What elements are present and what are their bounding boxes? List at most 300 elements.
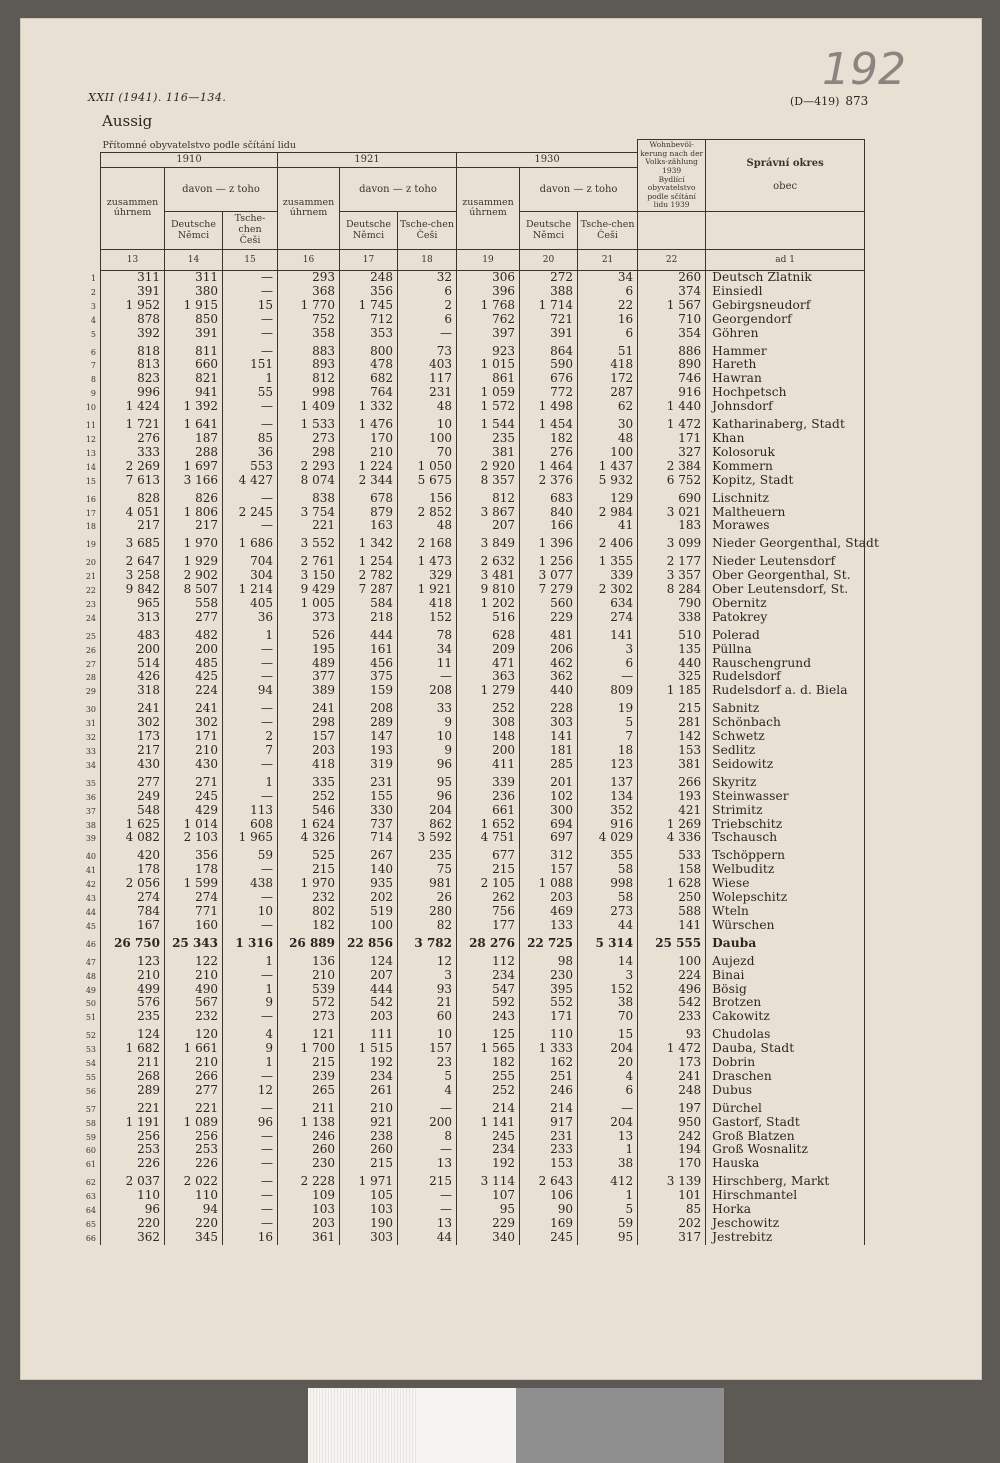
- cell-value: 3 114: [457, 1175, 520, 1189]
- cell-value: 661: [457, 804, 520, 818]
- row-number: 16: [85, 494, 96, 504]
- cell-value: 1 202: [457, 597, 520, 611]
- tschechen-1910: [223, 212, 278, 250]
- cell-value: 21: [398, 996, 457, 1010]
- table-row: [101, 345, 865, 359]
- cell-value: 195: [278, 643, 340, 657]
- cell-value: 277: [165, 1084, 223, 1098]
- cell-value: 194: [638, 1143, 706, 1157]
- table-row: [101, 1102, 865, 1116]
- cell-value: —: [223, 891, 278, 905]
- cell-value: 58: [578, 891, 638, 905]
- cell-value: 482: [165, 629, 223, 643]
- cell-value: 965: [101, 597, 165, 611]
- cell-value: 266: [165, 1070, 223, 1084]
- cell-value: 210: [278, 969, 340, 983]
- cell-value: 234: [457, 969, 520, 983]
- cell-value: 274: [165, 891, 223, 905]
- table-row: [101, 818, 865, 832]
- row-number: 48: [85, 971, 96, 981]
- cell-value: 140: [340, 863, 398, 877]
- cell-value: 756: [457, 905, 520, 919]
- tschechen-label: Tsche-chen: [234, 213, 266, 236]
- cell-value: 339: [457, 776, 520, 790]
- row-number: 1: [90, 273, 96, 283]
- cell-value: 311: [165, 271, 223, 285]
- cell-value: 217: [165, 519, 223, 533]
- cell-value: 238: [340, 1130, 398, 1144]
- cell-value: 162: [520, 1056, 578, 1070]
- cell-value: 771: [165, 905, 223, 919]
- column-number: 21: [578, 250, 638, 271]
- cell-value: 249: [101, 790, 165, 804]
- cell-value: 1 476: [340, 418, 398, 432]
- deutsche-1921: [340, 212, 398, 250]
- cell-value: 218: [340, 611, 398, 625]
- cell-value: 1 342: [340, 537, 398, 551]
- cell-value: 221: [165, 1102, 223, 1116]
- table-row: [101, 1028, 865, 1042]
- cell-value: 1 214: [223, 583, 278, 597]
- cell-value: 233: [520, 1143, 578, 1157]
- cell-value: 285: [520, 758, 578, 772]
- cell-value: 1 088: [520, 877, 578, 891]
- cell-value: 200: [398, 1116, 457, 1130]
- table-row: [101, 776, 865, 790]
- cell-value: 20: [578, 1056, 638, 1070]
- cell-value: —: [398, 670, 457, 684]
- row-number: 29: [85, 687, 96, 697]
- cell-value: 2 037: [101, 1175, 165, 1189]
- cell-value: 235: [101, 1010, 165, 1024]
- cell-value: 356: [165, 849, 223, 863]
- district-title: Aussig: [102, 112, 153, 130]
- cell-value: 274: [101, 891, 165, 905]
- davon-1930: davon — z toho: [520, 167, 638, 211]
- municipality-name: Groß Blatzen: [706, 1130, 865, 1144]
- municipality-name: Wteln: [706, 905, 865, 919]
- davon-1910: davon — z toho: [165, 167, 278, 211]
- cell-value: 7: [578, 730, 638, 744]
- cell-value: 182: [457, 1056, 520, 1070]
- cell-value: 694: [520, 818, 578, 832]
- cell-value: 153: [638, 744, 706, 758]
- cell-value: —: [223, 1189, 278, 1203]
- municipality-name: Polerad: [706, 629, 865, 643]
- cell-value: 129: [578, 492, 638, 506]
- cell-value: 1 970: [278, 877, 340, 891]
- row-number: 24: [85, 613, 96, 623]
- obec-label: obec: [773, 181, 798, 193]
- cell-value: 355: [578, 849, 638, 863]
- cell-value: 15: [223, 299, 278, 313]
- cell-value: 220: [101, 1217, 165, 1231]
- cell-value: 1 682: [101, 1042, 165, 1056]
- cell-value: 547: [457, 983, 520, 997]
- cell-value: 373: [278, 611, 340, 625]
- cell-value: 141: [520, 730, 578, 744]
- cell-value: 271: [165, 776, 223, 790]
- cell-value: 1 254: [340, 555, 398, 569]
- cell-value: 813: [101, 358, 165, 372]
- cell-value: 187: [165, 432, 223, 446]
- table-row: [101, 1203, 865, 1217]
- cell-value: 182: [278, 919, 340, 933]
- table-row: [101, 670, 865, 684]
- cell-value: 6: [398, 285, 457, 299]
- cell-value: 1 316: [223, 937, 278, 951]
- cell-value: 553: [223, 460, 278, 474]
- municipality-name: Kolosoruk: [706, 446, 865, 460]
- cell-value: —: [223, 702, 278, 716]
- cell-value: 418: [398, 597, 457, 611]
- table-row: [101, 597, 865, 611]
- cell-value: 471: [457, 657, 520, 671]
- cell-value: 2 022: [165, 1175, 223, 1189]
- cell-value: 746: [638, 372, 706, 386]
- cell-value: 246: [520, 1084, 578, 1098]
- cell-value: —: [398, 1203, 457, 1217]
- cell-value: 22: [578, 299, 638, 313]
- municipality-name: Dubus: [706, 1084, 865, 1098]
- cell-value: 44: [398, 1231, 457, 1245]
- cell-value: 1 138: [278, 1116, 340, 1130]
- cell-value: 878: [101, 313, 165, 327]
- table-row: [101, 611, 865, 625]
- cell-value: 546: [278, 804, 340, 818]
- cell-value: 2 105: [457, 877, 520, 891]
- cell-value: 141: [578, 629, 638, 643]
- cell-value: 8: [398, 1130, 457, 1144]
- cell-value: 121: [278, 1028, 340, 1042]
- cell-value: 90: [520, 1203, 578, 1217]
- table-row: [101, 1042, 865, 1056]
- cell-value: 208: [398, 684, 457, 698]
- table-row: [101, 432, 865, 446]
- cell-value: 542: [340, 996, 398, 1010]
- cell-value: 256: [101, 1130, 165, 1144]
- cell-value: 201: [520, 776, 578, 790]
- cell-value: 12: [223, 1084, 278, 1098]
- cell-value: 1 515: [340, 1042, 398, 1056]
- cell-value: 397: [457, 327, 520, 341]
- municipality-name: Dobrin: [706, 1056, 865, 1070]
- cell-value: 232: [165, 1010, 223, 1024]
- cell-value: 539: [278, 983, 340, 997]
- cell-value: 514: [101, 657, 165, 671]
- municipality-name: Sedlitz: [706, 744, 865, 758]
- cell-value: 1 454: [520, 418, 578, 432]
- cell-value: 935: [340, 877, 398, 891]
- cell-value: 169: [520, 1217, 578, 1231]
- cell-value: 391: [165, 327, 223, 341]
- cell-value: 311: [101, 271, 165, 285]
- cell-value: 2 902: [165, 569, 223, 583]
- cell-value: 289: [101, 1084, 165, 1098]
- cell-value: 207: [457, 519, 520, 533]
- cell-value: 103: [340, 1203, 398, 1217]
- cell-value: 1 141: [457, 1116, 520, 1130]
- cell-value: 26 750: [101, 937, 165, 951]
- cell-value: 576: [101, 996, 165, 1010]
- cell-value: 2 177: [638, 555, 706, 569]
- cell-value: 1 700: [278, 1042, 340, 1056]
- cell-value: —: [223, 1217, 278, 1231]
- municipality-name: Johnsdorf: [706, 400, 865, 414]
- cell-value: 784: [101, 905, 165, 919]
- cell-value: 229: [457, 1217, 520, 1231]
- cell-value: 362: [520, 670, 578, 684]
- page-code: (D—419): [790, 95, 840, 108]
- cell-value: 418: [278, 758, 340, 772]
- table-row: [101, 1056, 865, 1070]
- municipality-name: Rudelsdorf a. d. Biela: [706, 684, 865, 698]
- deutsche-1930: [520, 212, 578, 250]
- cell-value: 224: [165, 684, 223, 698]
- cell-value: 94: [223, 684, 278, 698]
- cell-value: 1 970: [165, 537, 223, 551]
- municipality-name: Cakowitz: [706, 1010, 865, 1024]
- cell-value: 120: [165, 1028, 223, 1042]
- cell-value: 1 721: [101, 418, 165, 432]
- cell-value: 59: [578, 1217, 638, 1231]
- cell-value: 78: [398, 629, 457, 643]
- cell-value: 200: [457, 744, 520, 758]
- cell-value: 592: [457, 996, 520, 1010]
- cell-value: 828: [101, 492, 165, 506]
- cell-value: 1 256: [520, 555, 578, 569]
- uhrnem-label: úhrnem: [469, 207, 507, 219]
- cell-value: 3 258: [101, 569, 165, 583]
- cell-value: 197: [638, 1102, 706, 1116]
- cell-value: 246: [278, 1130, 340, 1144]
- cell-value: 3 685: [101, 537, 165, 551]
- cell-value: 921: [340, 1116, 398, 1130]
- cell-value: 28 276: [457, 937, 520, 951]
- cell-value: 9: [223, 996, 278, 1010]
- table-row: [101, 983, 865, 997]
- row-number: 20: [85, 558, 96, 568]
- municipality-name: Hirschberg, Markt: [706, 1175, 865, 1189]
- cell-value: 48: [398, 400, 457, 414]
- cell-value: 588: [638, 905, 706, 919]
- cell-value: 93: [638, 1028, 706, 1042]
- cell-value: 26: [398, 891, 457, 905]
- cell-value: 9: [223, 1042, 278, 1056]
- row-number: 5: [90, 329, 96, 339]
- handwritten-page-mark: [818, 34, 918, 94]
- tschechen-1930: [578, 212, 638, 250]
- cell-value: 462: [520, 657, 578, 671]
- row-number: 25: [85, 631, 96, 641]
- cell-value: 231: [340, 776, 398, 790]
- cell-value: 152: [398, 611, 457, 625]
- cell-value: 429: [165, 804, 223, 818]
- cell-value: 306: [457, 271, 520, 285]
- cell-value: 273: [278, 432, 340, 446]
- cell-value: 277: [101, 776, 165, 790]
- cell-value: 354: [638, 327, 706, 341]
- year-1921-header: 1921: [278, 153, 457, 168]
- municipality-name: Gastorf, Stadt: [706, 1116, 865, 1130]
- row-number: 55: [85, 1072, 96, 1082]
- scan-calibration-strip: [308, 1388, 724, 1463]
- cell-value: —: [223, 418, 278, 432]
- table-row: [101, 285, 865, 299]
- row-number: 56: [85, 1086, 96, 1096]
- cell-value: 245: [520, 1231, 578, 1245]
- cell-value: 124: [101, 1028, 165, 1042]
- cell-value: 100: [340, 919, 398, 933]
- cell-value: 368: [278, 285, 340, 299]
- municipality-name: Groß Wosnalitz: [706, 1143, 865, 1157]
- cell-value: 206: [520, 643, 578, 657]
- cell-value: 160: [165, 919, 223, 933]
- cell-value: 1 567: [638, 299, 706, 313]
- municipality-name: Hauska: [706, 1157, 865, 1171]
- nemci-label: Němci: [532, 229, 565, 241]
- cell-value: 232: [278, 891, 340, 905]
- uhrnem-label: úhrnem: [113, 207, 152, 219]
- cell-value: 862: [398, 818, 457, 832]
- cell-value: 204: [398, 804, 457, 818]
- cell-value: 1 599: [165, 877, 223, 891]
- cell-value: 228: [520, 702, 578, 716]
- cell-value: 255: [457, 1070, 520, 1084]
- table-super-title: Přítomné obyvatelstvo podle sčítání lidu: [101, 140, 638, 153]
- row-number: 8: [90, 375, 96, 385]
- gray-card: [516, 1388, 724, 1463]
- cell-value: 1: [223, 1056, 278, 1070]
- row-number: 7: [90, 361, 96, 371]
- cell-value: 293: [278, 271, 340, 285]
- cell-value: 170: [638, 1157, 706, 1171]
- column-number: 22: [638, 250, 706, 271]
- cell-value: 110: [520, 1028, 578, 1042]
- table-row: [101, 1116, 865, 1130]
- row-number: 60: [85, 1146, 96, 1156]
- cell-value: 714: [340, 831, 398, 845]
- cell-value: 552: [520, 996, 578, 1010]
- municipality-name: Nieder Leutensdorf: [706, 555, 865, 569]
- row-number: 18: [85, 522, 96, 532]
- cell-value: 300: [520, 804, 578, 818]
- cell-value: 158: [638, 863, 706, 877]
- municipality-name: Rauschengrund: [706, 657, 865, 671]
- cell-value: 823: [101, 372, 165, 386]
- cell-value: 273: [278, 1010, 340, 1024]
- column-number-row: [101, 250, 865, 271]
- cell-value: 10: [398, 1028, 457, 1042]
- cell-value: 260: [638, 271, 706, 285]
- column-number: 13: [101, 250, 165, 271]
- cell-value: 25 343: [165, 937, 223, 951]
- zusammen-label: zusammen: [282, 196, 335, 208]
- cell-value: 302: [101, 716, 165, 730]
- cell-value: 353: [340, 327, 398, 341]
- cell-value: 19: [578, 702, 638, 716]
- cell-value: 177: [457, 919, 520, 933]
- cell-value: 9: [398, 744, 457, 758]
- cell-value: 231: [398, 386, 457, 400]
- cell-value: 802: [278, 905, 340, 919]
- cell-value: 253: [165, 1143, 223, 1157]
- cell-value: 38: [578, 1157, 638, 1171]
- cell-value: 22 856: [340, 937, 398, 951]
- cell-value: 153: [520, 1157, 578, 1171]
- cell-value: 1: [223, 629, 278, 643]
- page-header-right: [790, 94, 868, 108]
- wohn-spacer: [638, 212, 706, 250]
- table-row: [101, 519, 865, 533]
- cell-value: 217: [101, 744, 165, 758]
- cell-value: 764: [340, 386, 398, 400]
- sprav-okres-label: Správní okres: [746, 158, 824, 170]
- cell-value: 377: [278, 670, 340, 684]
- cell-value: 157: [520, 863, 578, 877]
- cell-value: 3 021: [638, 506, 706, 520]
- cell-value: 51: [578, 345, 638, 359]
- cell-value: 893: [278, 358, 340, 372]
- cell-value: 335: [278, 776, 340, 790]
- cell-value: 4 751: [457, 831, 520, 845]
- cell-value: 1 806: [165, 506, 223, 520]
- table-row: [101, 937, 865, 951]
- row-number: 46: [85, 939, 96, 949]
- cell-value: —: [223, 758, 278, 772]
- deutsche-label: Deutsche: [525, 218, 572, 230]
- cell-value: 233: [638, 1010, 706, 1024]
- cell-value: 93: [398, 983, 457, 997]
- cell-value: 298: [278, 446, 340, 460]
- cell-value: 241: [638, 1070, 706, 1084]
- cell-value: 302: [165, 716, 223, 730]
- cell-value: 203: [278, 1217, 340, 1231]
- row-number: 11: [85, 421, 96, 431]
- cell-value: 1 409: [278, 400, 340, 414]
- municipality-name: Ober Leutensdorf, St.: [706, 583, 865, 597]
- cell-value: 2 761: [278, 555, 340, 569]
- municipality-name: Gebirgsneudorf: [706, 299, 865, 313]
- cell-value: 420: [101, 849, 165, 863]
- cell-value: 190: [340, 1217, 398, 1231]
- table-row: [101, 418, 865, 432]
- cell-value: 392: [101, 327, 165, 341]
- cell-value: —: [223, 1157, 278, 1171]
- cell-value: 33: [398, 702, 457, 716]
- cell-value: 134: [578, 790, 638, 804]
- cell-value: 752: [278, 313, 340, 327]
- cell-value: 3 552: [278, 537, 340, 551]
- cell-value: —: [223, 1203, 278, 1217]
- cell-value: 838: [278, 492, 340, 506]
- cell-value: 1 191: [101, 1116, 165, 1130]
- cell-value: 3 849: [457, 537, 520, 551]
- cell-value: 265: [278, 1084, 340, 1098]
- cell-value: —: [223, 1143, 278, 1157]
- cell-value: 1 697: [165, 460, 223, 474]
- cesi-label: Češi: [239, 234, 261, 246]
- cell-value: 628: [457, 629, 520, 643]
- cell-value: 490: [165, 983, 223, 997]
- cell-value: 800: [340, 345, 398, 359]
- cell-value: 2 920: [457, 460, 520, 474]
- cell-value: 5 314: [578, 937, 638, 951]
- cell-value: 826: [165, 492, 223, 506]
- cell-value: 23: [398, 1056, 457, 1070]
- cell-value: 280: [398, 905, 457, 919]
- cell-value: 100: [638, 955, 706, 969]
